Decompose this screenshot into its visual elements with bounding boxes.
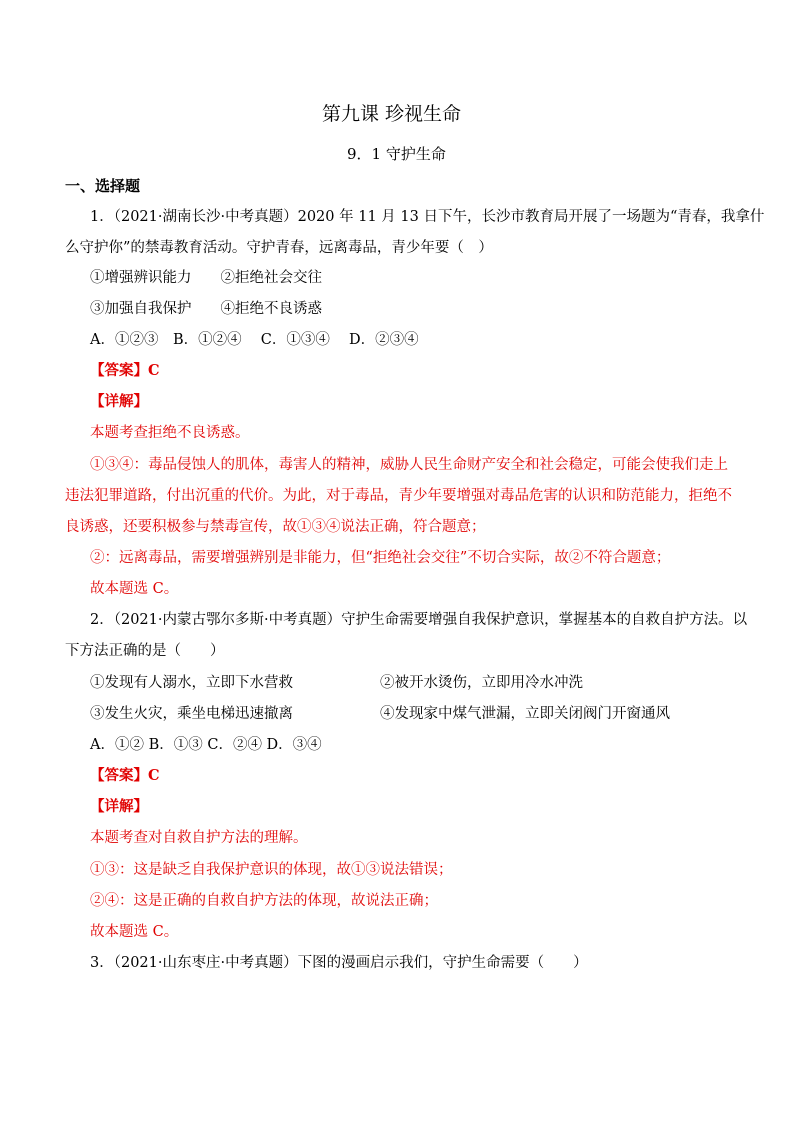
lesson-title: 第九课 珍视生命 — [322, 103, 462, 125]
q2-detail-label: 【详解】 — [90, 798, 148, 815]
q1-detail-label: 【详解】 — [90, 393, 148, 410]
q1-detail-line3: 违法犯罪道路，付出沉重的代价。为此，对于毒品，青少年要增强对毒品危害的认识和防范能力，拒绝不 — [65, 488, 732, 504]
q2-detail-line1: 本题考查对自救自护方法的理解。 — [90, 830, 308, 846]
q1-options-row2: ③加强自我保护 ④拒绝不良诱惑 — [90, 301, 322, 317]
q1-detail-line1: 本题考查拒绝不良诱惑。 — [90, 425, 250, 441]
q2-option-4: ④发现家中煤气泄漏，立即关闭阀门开窗通风 — [380, 706, 670, 722]
q2-option-3: ③发生火灾，乘坐电梯迅速撤离 — [90, 706, 293, 722]
q2-choices: A．①② B．①③ C．②④ D．③④ — [90, 737, 322, 753]
q2-option-2: ②被开水烫伤，立即用冷水冲洗 — [380, 675, 583, 691]
q1-detail-line4: 良诱惑，还要积极参与禁毒宣传，故①③④说法正确，符合题意； — [65, 519, 486, 535]
q3-stem-line1: 3．（2021·山东枣庄·中考真题）下图的漫画启示我们，守护生命需要（ ） — [90, 955, 588, 971]
q1-detail-line5: ②：远离毒品，需要增强辨别是非能力，但“拒绝社会交往”不切合实际，故②不符合题意； — [90, 550, 671, 566]
q2-detail-line2: ①③：这是缺乏自我保护意识的体现，故①③说法错误； — [90, 862, 453, 878]
q2-stem-line2: 下方法正确的是（ ） — [65, 643, 225, 659]
q2-stem-line1: 2．（2021·内蒙古鄂尔多斯·中考真题）守护生命需要增强自我保护意识，掌握基本的自救自护方法。以 — [90, 612, 748, 628]
q2-option-1: ①发现有人溺水，立即下水营救 — [90, 675, 293, 691]
q1-detail-line6: 故本题选 C。 — [90, 581, 179, 597]
section-subtitle: 9．1 守护生命 — [347, 145, 446, 163]
q2-detail-line4: 故本题选 C。 — [90, 924, 179, 940]
q1-stem-line2: 么守护你”的禁毒教育活动。守护青春，远离毒品，青少年要（ ） — [65, 240, 493, 256]
section-heading: 一、选择题 — [65, 177, 141, 195]
q1-answer: 【答案】C — [90, 362, 160, 379]
q1-options-row1: ①增强辨识能力 ②拒绝社会交往 — [90, 270, 322, 286]
q2-answer: 【答案】C — [90, 767, 160, 784]
q1-detail-line2: ①③④：毒品侵蚀人的肌体，毒害人的精神，威胁人民生命财产安全和社会稳定，可能会使我们走上 — [90, 457, 728, 473]
q1-stem-line1: 1．（2021·湖南长沙·中考真题）2020 年 11 月 13 日下午，长沙市教育局开展了一场题为“青春，我拿什 — [90, 209, 765, 225]
q1-choices: A．①②③ B．①②④ C．①③④ D．②③④ — [90, 332, 419, 348]
q2-detail-line3: ②④：这是正确的自救自护方法的体现，故说法正确； — [90, 893, 438, 909]
